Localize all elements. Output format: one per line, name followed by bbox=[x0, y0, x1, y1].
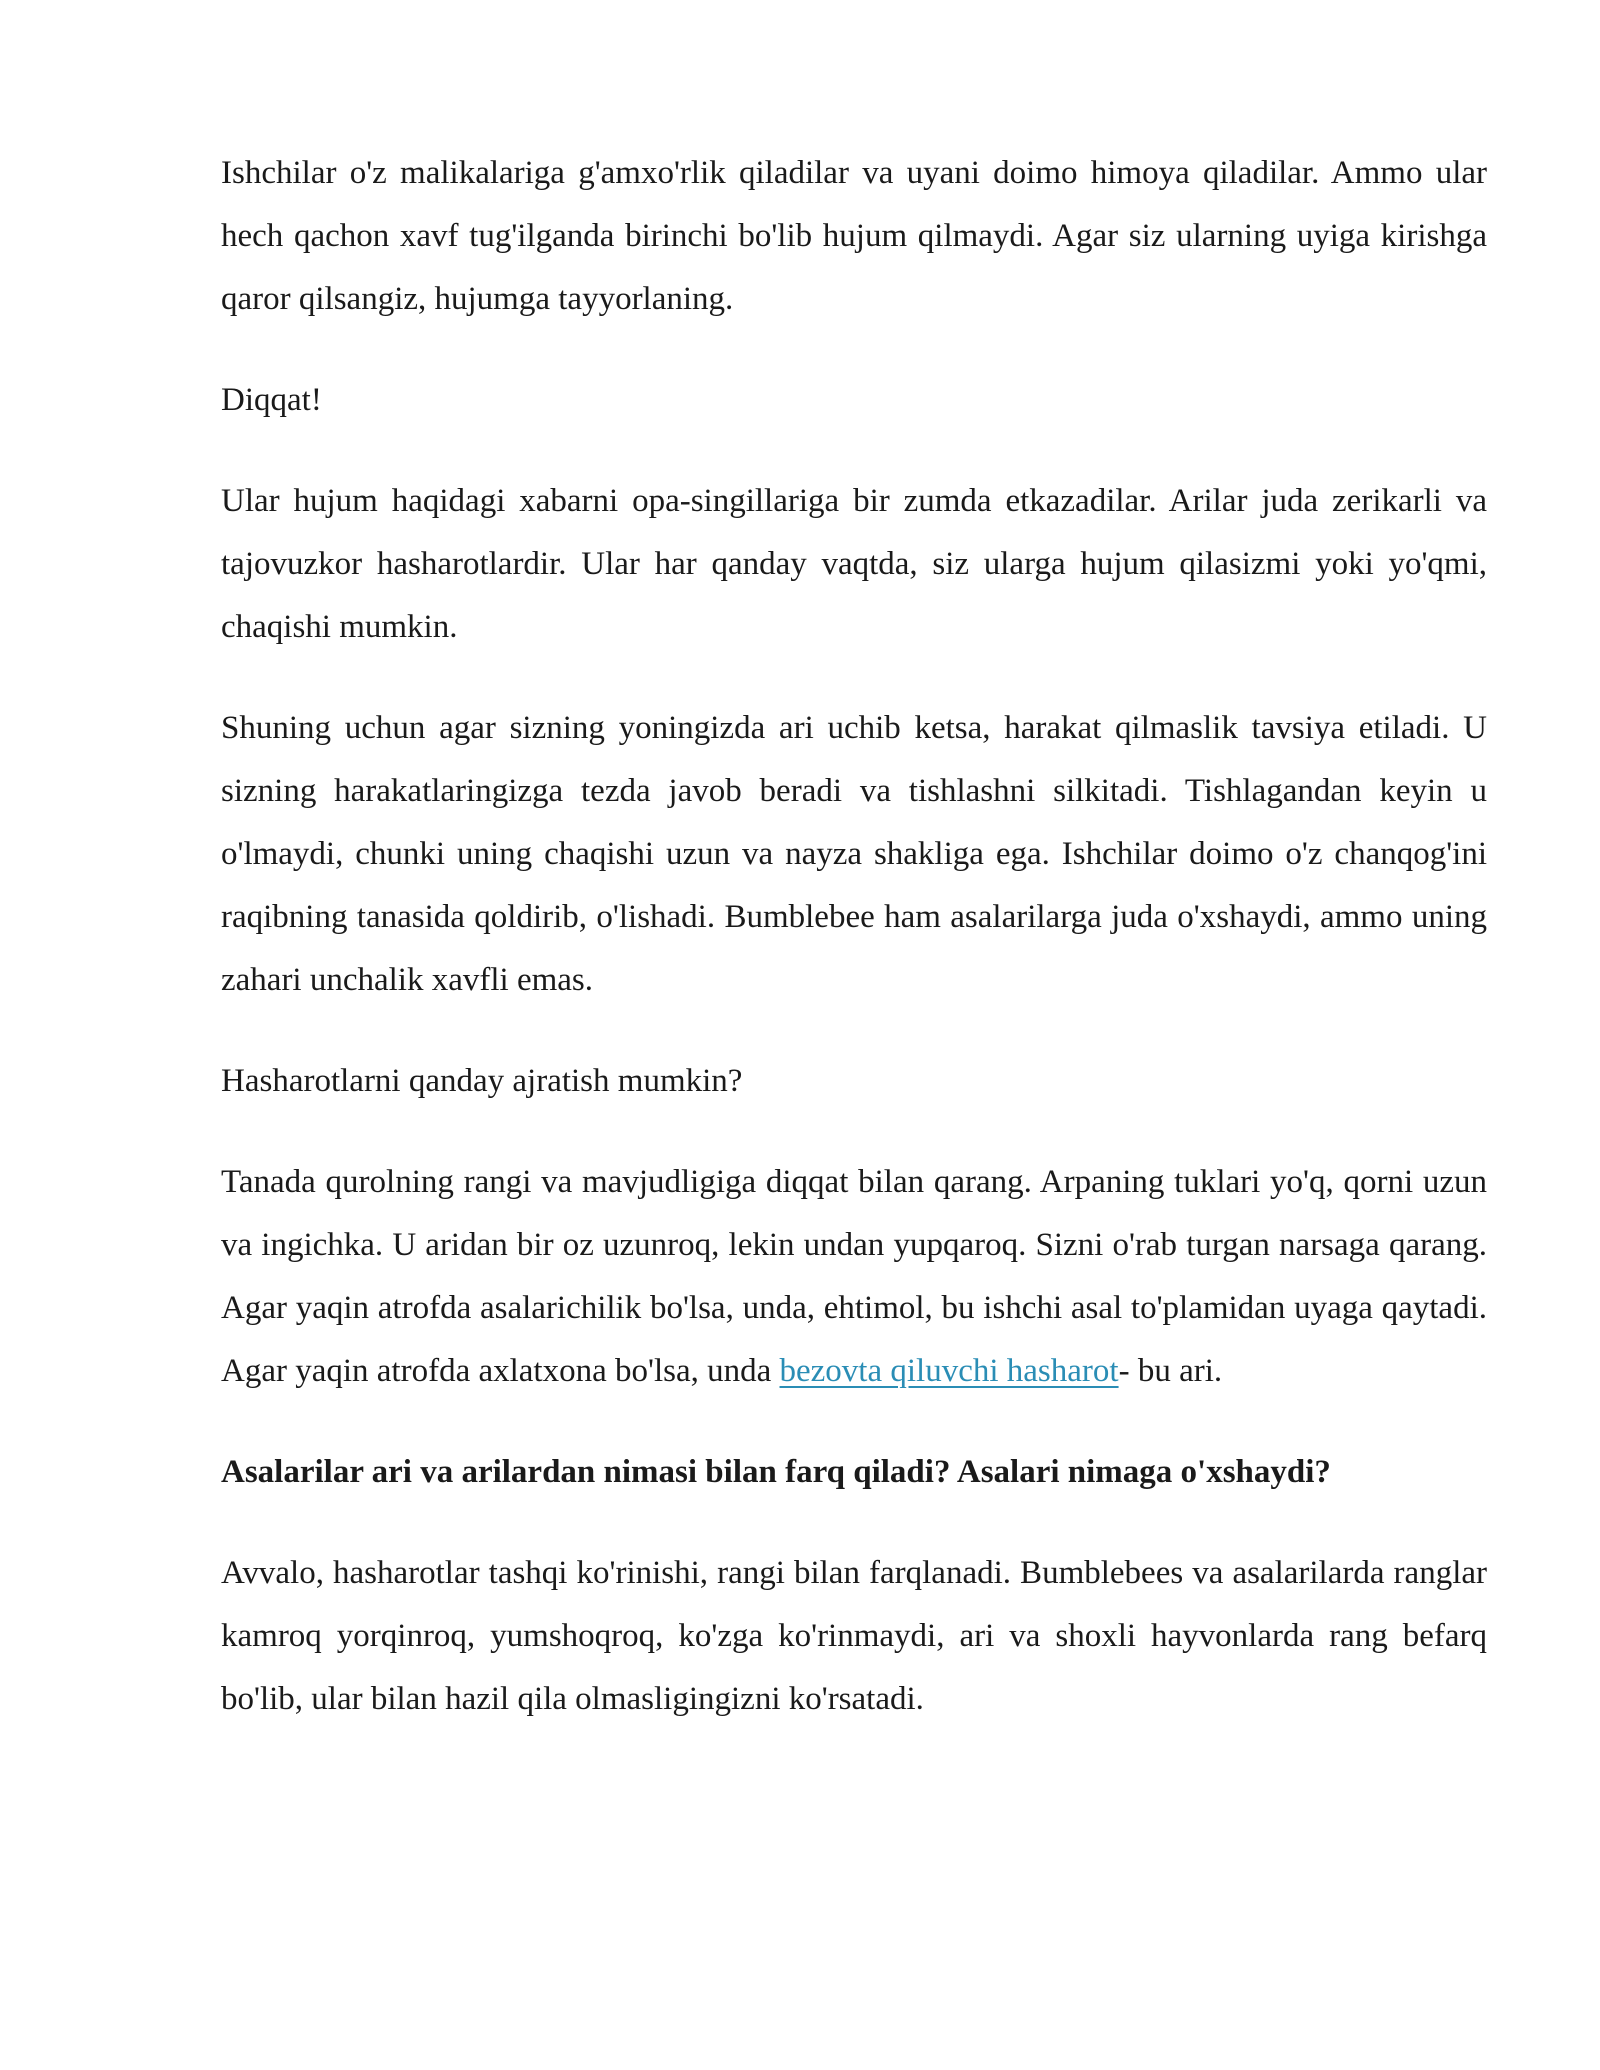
paragraph-appearance-difference: Avvalo, hasharotlar tashqi ko'rinishi, rangi bilan farqlanadi. Bumblebees va asalarilarda ranglar kamroq yorqinroq, yumshoqroq, ko'zga ko'rinmaydi, ari va shoxli hayvonlarda rang befarq bo'lib, ular bilan hazil qila olmasligingizni ko'rsatadi. bbox=[221, 1555, 1487, 1717]
paragraph-body-inspection bbox=[221, 1151, 1487, 1403]
paragraph-text-before-link: Tanada qurolning rangi va mavjudligiga diqqat bilan qarang. Arpaning tuklari yo'q, qorni uzun va ingichka. U aridan bir oz uzunroq, lekin undan yupqaroq. Sizni o'rab turgan narsaga qarang. Agar yaqin atrofda asalarichilik bo'lsa, unda, ehtimol, bu ishchi asal to'plamidan uyaga qaytadi. Agar yaqin atrofda axlatxona bo'lsa, unda bbox=[221, 1164, 1487, 1389]
paragraph-attention: Diqqat! bbox=[221, 382, 322, 418]
section-heading: Asalarilar ari va arilardan nimasi bilan farq qiladi? Asalari nimaga o'xshaydi? bbox=[221, 1454, 1331, 1490]
document-page bbox=[221, 142, 1487, 1769]
annoying-insect-link[interactable]: bezovta qiluvchi hasharot bbox=[779, 1353, 1119, 1389]
paragraph-workers-protect-hive: Ishchilar o'z malikalariga g'amxo'rlik qiladilar va uyani doimo himoya qiladilar. Ammo ular hech qachon xavf tug'ilganda birinchi bo'lib hujum qilmaydi. Agar siz ularning uyiga kirishga qaror qilsangiz, hujumga tayyorlaning. bbox=[221, 155, 1487, 317]
paragraph-text-after-link: - bu ari. bbox=[1118, 1353, 1223, 1389]
paragraph-stay-still-advice: Shuning uchun agar sizning yoningizda ari uchib ketsa, harakat qilmaslik tavsiya etiladi. U sizning harakatlaringizga tezda javob beradi va tishlashni silkitadi. Tishlagandan keyin u o'lmaydi, chunki uning chaqishi uzun va nayza shakliga ega. Ishchilar doimo o'z chanqog'ini raqibning tanasida qoldirib, o'lishadi. Bumblebee ham asalarilarga juda o'xshaydi, ammo uning zahari unchalik xavfli emas. bbox=[221, 710, 1487, 998]
paragraph-how-to-distinguish: Hasharotlarni qanday ajratish mumkin? bbox=[221, 1063, 743, 1099]
paragraph-attack-message: Ular hujum haqidagi xabarni opa-singillariga bir zumda etkazadilar. Arilar juda zerikarli va tajovuzkor hasharotlardir. Ular har qanday vaqtda, siz ularga hujum qilasizmi yoki yo'qmi, chaqishi mumkin. bbox=[221, 483, 1487, 645]
